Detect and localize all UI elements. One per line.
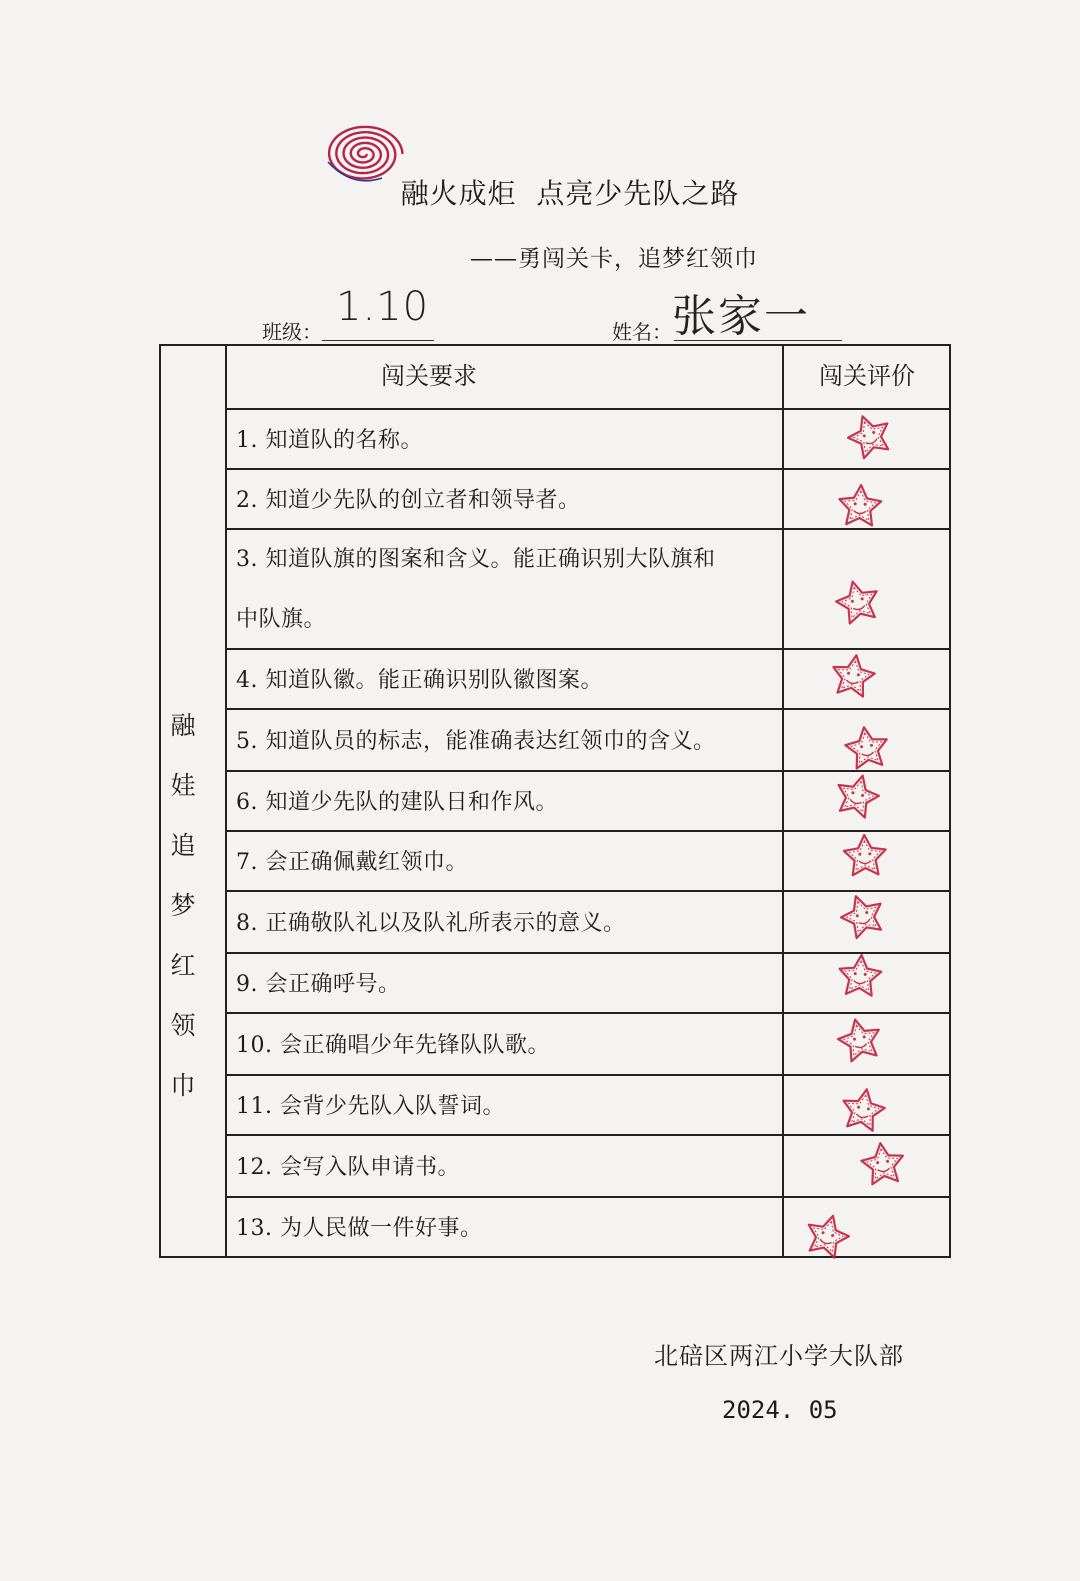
- date: 2024. 05: [722, 1396, 838, 1424]
- class-label: 班级：: [262, 320, 322, 344]
- requirement-text: 4. 知道队徽。能正确识别队徽图案。: [236, 668, 603, 693]
- class-underline: [322, 340, 434, 341]
- requirement-text: 7. 会正确佩戴红领巾。: [236, 850, 468, 875]
- star-stamp-icon: [835, 482, 885, 532]
- star-stamp-icon: [802, 1212, 852, 1262]
- table-divider: [782, 344, 784, 1258]
- star-stamp-icon: [845, 412, 895, 462]
- requirement-text: 2. 知道少先队的创立者和领导者。: [236, 488, 581, 513]
- row-divider: [226, 1196, 951, 1198]
- name-value-handwritten: 张家一: [672, 291, 810, 342]
- requirement-text: 8. 正确敬队礼以及队礼所表示的意义。: [236, 911, 626, 936]
- requirement-text: 中队旗。: [236, 607, 327, 632]
- class-value-handwritten: 1.10: [336, 284, 430, 330]
- star-stamp-icon: [842, 724, 892, 774]
- row-divider: [226, 648, 951, 650]
- requirement-text: 5. 知道队员的标志，能准确表达红领巾的含义。: [236, 729, 716, 754]
- star-stamp-icon: [833, 578, 883, 628]
- star-stamp-icon: [835, 952, 885, 1002]
- requirement-text: 12. 会写入队申请书。: [236, 1155, 460, 1180]
- star-stamp-icon: [840, 832, 890, 882]
- requirement-text: 11. 会背少先队入队誓词。: [236, 1094, 505, 1119]
- row-divider: [226, 468, 951, 470]
- row-divider: [226, 1074, 951, 1076]
- requirement-text: 13. 为人民做一件好事。: [236, 1216, 483, 1241]
- table-divider: [225, 344, 227, 1258]
- name-label: 姓名：: [612, 320, 672, 344]
- requirement-text: 1. 知道队的名称。: [236, 428, 423, 453]
- requirement-text: 3. 知道队旗的图案和含义。能正确识别大队旗和: [236, 547, 716, 572]
- row-divider: [226, 1012, 951, 1014]
- row-divider: [226, 408, 951, 410]
- requirement-text: 10. 会正确唱少年先锋队队歌。: [236, 1033, 550, 1058]
- star-stamp-icon: [828, 652, 878, 702]
- requirement-text: 9. 会正确呼号。: [236, 972, 401, 997]
- header-evaluation: 闯关评价: [819, 362, 915, 390]
- vertical-title: 融娃追梦红领巾: [170, 711, 196, 1100]
- star-stamp-icon: [838, 892, 888, 942]
- star-stamp-icon: [838, 1086, 888, 1136]
- row-divider: [226, 708, 951, 710]
- star-stamp-icon: [832, 772, 882, 822]
- star-stamp-icon: [858, 1140, 908, 1190]
- page-subtitle: ——勇闯关卡，追梦红领巾: [470, 246, 758, 272]
- organization: 北碚区两江小学大队部: [654, 1342, 904, 1370]
- page-title: 融火成炬 点亮少先队之路: [400, 177, 740, 210]
- name-underline: [674, 340, 842, 341]
- star-stamp-icon: [835, 1016, 885, 1066]
- header-requirement: 闯关要求: [381, 362, 477, 390]
- requirement-text: 6. 知道少先队的建队日和作风。: [236, 790, 558, 815]
